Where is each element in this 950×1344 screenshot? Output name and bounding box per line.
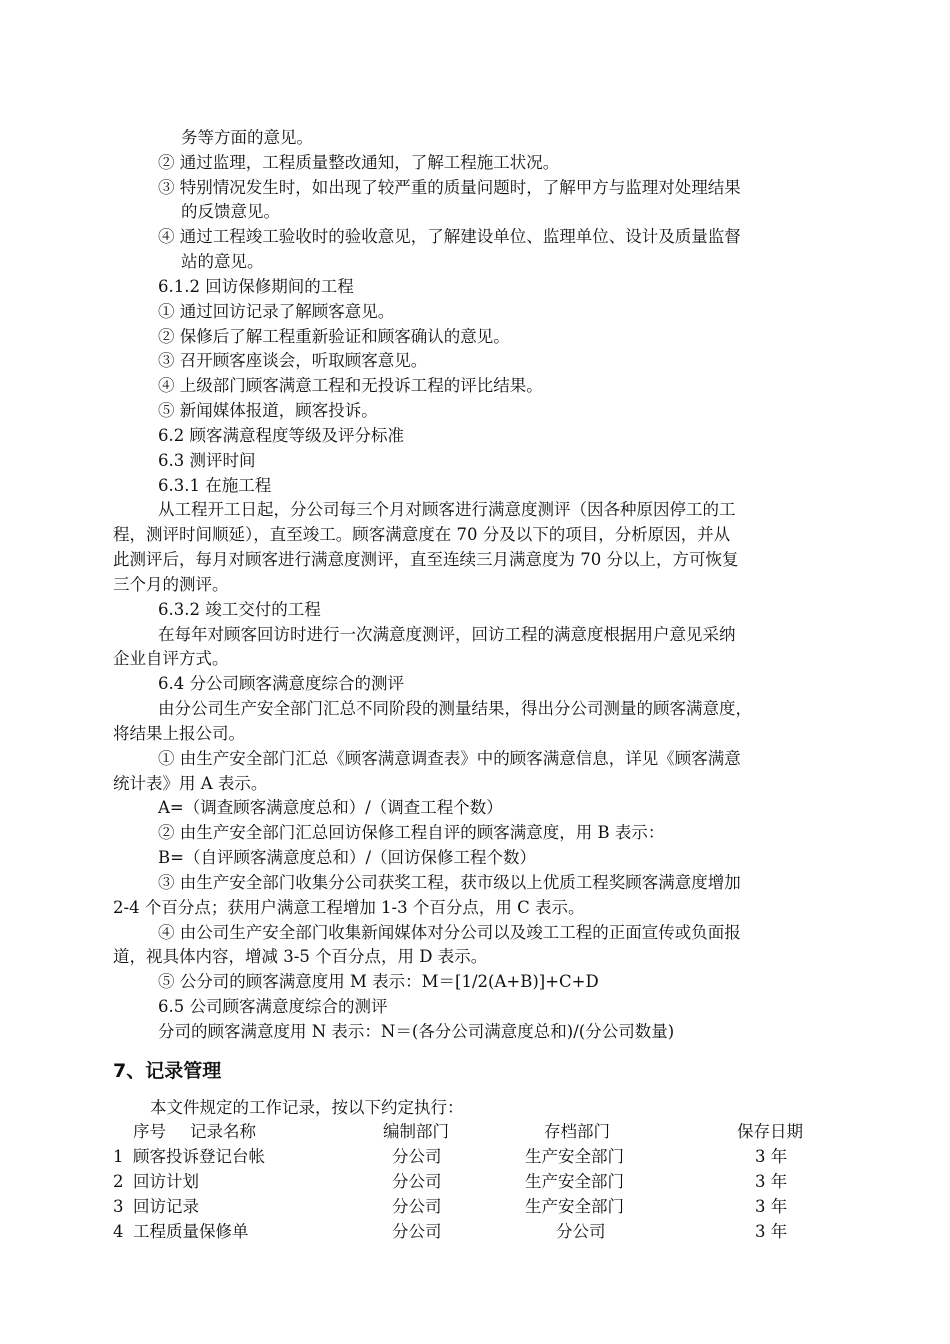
- text-line: 在每年对顾客回访时进行一次满意度测评，回访工程的满意度根据用户意见采纳: [158, 625, 736, 644]
- text-line: ② 由生产安全部门汇总回访保修工程自评的顾客满意度，用 B 表示：: [158, 823, 665, 842]
- formula-line: ⑤ 公分司的顾客满意度用 M 表示：M＝[1/2(A+B)]+C+D: [158, 972, 599, 991]
- text-line: 2-4 个百分点；获用户满意工程增加 1-3 个百分点，用 C 表示。: [113, 898, 585, 917]
- table-cell: 3 年: [755, 1222, 788, 1241]
- table-cell: 分公司: [392, 1197, 442, 1216]
- formula-line: B=（自评顾客满意度总和）/（回访保修工程个数）: [158, 848, 537, 867]
- table-cell: 3: [113, 1197, 124, 1216]
- text-line: ④ 由公司生产安全部门收集新闻媒体对分公司以及竣工工程的正面宣传或负面报: [158, 923, 741, 942]
- table-cell: 1: [113, 1147, 124, 1166]
- subsection-heading: 6.2 顾客满意程度等级及评分标准: [158, 426, 404, 445]
- table-cell: 生产安全部门: [525, 1147, 624, 1166]
- text-line: 统计表》用 A 表示。: [113, 774, 268, 793]
- text-line: ② 保修后了解工程重新验证和顾客确认的意见。: [158, 327, 510, 346]
- text-line: ③ 特别情况发生时，如出现了较严重的质量问题时，了解甲方与监理对处理结果: [158, 178, 741, 197]
- text-line: 将结果上报公司。: [113, 724, 245, 743]
- table-cell: 2: [113, 1172, 124, 1191]
- text-line: 企业自评方式。: [113, 649, 229, 668]
- table-cell: 3 年: [755, 1197, 788, 1216]
- table-cell: 3 年: [755, 1172, 788, 1191]
- text-line: 由分公司生产安全部门汇总不同阶段的测量结果，得出分公司测量的顾客满意度，: [158, 699, 752, 718]
- table-cell: 工程质量保修单: [133, 1222, 249, 1241]
- text-line: ① 通过回访记录了解顾客意见。: [158, 302, 395, 321]
- table-cell: 回访记录: [133, 1197, 199, 1216]
- header-cell: 编制部门: [383, 1122, 449, 1141]
- subsection-heading: 6.3.2 竣工交付的工程: [158, 600, 321, 619]
- subsection-heading: 6.4 分公司顾客满意度综合的测评: [158, 674, 404, 693]
- table-cell: 分公司: [392, 1147, 442, 1166]
- table-cell: 分公司: [392, 1172, 442, 1191]
- text-line: 务等方面的意见。: [181, 128, 313, 147]
- table-cell: 生产安全部门: [525, 1197, 624, 1216]
- text-line: 道，视具体内容，增减 3-5 个百分点，用 D 表示。: [113, 947, 488, 966]
- table-cell: 生产安全部门: [525, 1172, 624, 1191]
- text-line: 从工程开工日起，分公司每三个月对顾客进行满意度测评（因各种原因停工的工: [158, 500, 736, 519]
- header-cell: 保存日期: [737, 1122, 803, 1141]
- text-line: 的反馈意见。: [181, 202, 280, 221]
- table-cell: 3 年: [755, 1147, 788, 1166]
- section-heading: 7、记录管理: [113, 1060, 222, 1082]
- text-line: ⑤ 新闻媒体报道，顾客投诉。: [158, 401, 378, 420]
- subsection-heading: 6.3.1 在施工程: [158, 476, 272, 495]
- section-intro: 本文件规定的工作记录，按以下约定执行：: [150, 1098, 464, 1117]
- text-line: 三个月的测评。: [113, 575, 229, 594]
- text-line: ③ 由生产安全部门收集分公司获奖工程，获市级以上优质工程奖顾客满意度增加: [158, 873, 741, 892]
- table-cell: 4: [113, 1222, 124, 1241]
- text-line: ③ 召开顾客座谈会，听取顾客意见。: [158, 351, 428, 370]
- text-line: 此测评后，每月对顾客进行满意度测评，直至连续三月满意度为 70 分以上，方可恢复: [113, 550, 739, 569]
- subsection-heading: 6.3 测评时间: [158, 451, 256, 470]
- header-cell: 记录名称: [190, 1122, 256, 1141]
- header-cell: 序号: [133, 1122, 166, 1141]
- table-cell: 分公司: [392, 1222, 442, 1241]
- text-line: ② 通过监理，工程质量整改通知，了解工程施工状况。: [158, 153, 560, 172]
- table-cell: 顾客投诉登记台帐: [133, 1147, 265, 1166]
- text-line: ① 由生产安全部门汇总《顾客满意调查表》中的顾客满意信息，详见《顾客满意: [158, 749, 741, 768]
- formula-line: A=（调查顾客满意度总和）/（调查工程个数）: [158, 798, 503, 817]
- subsection-heading: 6.1.2 回访保修期间的工程: [158, 277, 354, 296]
- text-line: 站的意见。: [181, 252, 264, 271]
- table-cell: 回访计划: [133, 1172, 199, 1191]
- formula-line: 分司的顾客满意度用 N 表示：N＝(各分公司满意度总和)/(分公司数量): [158, 1022, 675, 1041]
- text-line: ④ 通过工程竣工验收时的验收意见，了解建设单位、监理单位、设计及质量监督: [158, 227, 741, 246]
- table-cell: 分公司: [556, 1222, 606, 1241]
- subsection-heading: 6.5 公司顾客满意度综合的测评: [158, 997, 388, 1016]
- text-line: ④ 上级部门顾客满意工程和无投诉工程的评比结果。: [158, 376, 543, 395]
- text-line: 程，测评时间顺延），直至竣工。顾客满意度在 70 分及以下的项目，分析原因，并从: [113, 525, 731, 544]
- header-cell: 存档部门: [544, 1122, 610, 1141]
